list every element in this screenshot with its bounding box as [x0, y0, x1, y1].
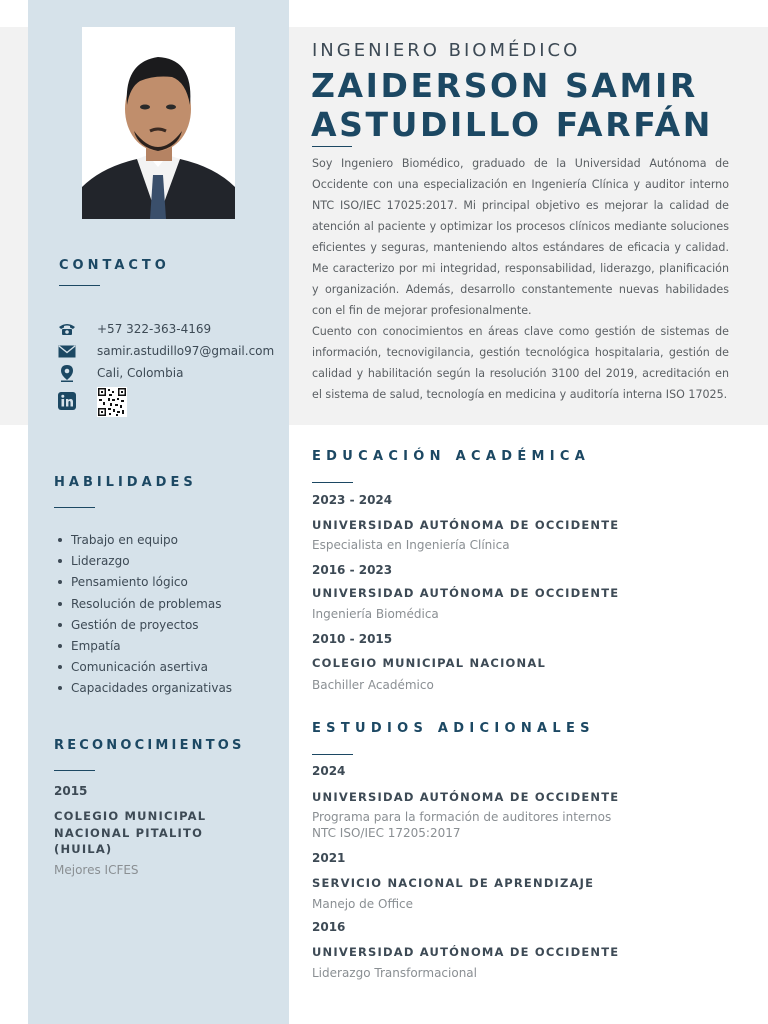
award-description: Mejores ICFES — [54, 863, 139, 877]
full-name — [311, 66, 713, 144]
award-institution: COLEGIO MUNICIPAL NACIONAL PITALITO (HUILA) — [54, 809, 207, 856]
profile-summary — [312, 153, 729, 405]
location: Cali, Colombia — [97, 366, 184, 380]
education-year: 2016 - 2023 — [312, 563, 393, 577]
skill-item: Comunicación asertiva — [55, 658, 232, 679]
contact-phone-row — [57, 320, 212, 338]
contact-social-row — [57, 390, 77, 412]
additional-divider — [312, 754, 353, 755]
summary-paragraph-2: Cuento con conocimientos en áreas clave como gestión de sistemas de información, tecnovigilancia, gestión tecnológica hospitalaria, gestión de calidad y habilitación según la resolución 3100 del 2019, acreditación en el sistema de salud, tecnología en medicina y auditoría interna ISO 17025. — [312, 325, 729, 401]
skill-item: Capacidades organizativas — [55, 679, 232, 700]
education-year: 2010 - 2015 — [312, 632, 393, 646]
awards-heading: RECONOCIMIENTOS — [54, 738, 245, 753]
education-description: Ingeniería Biomédica — [312, 607, 439, 621]
skills-list — [55, 531, 232, 701]
additional-description: Programa para la formación de auditores internos NTC ISO/IEC 17205:2017 — [312, 810, 612, 840]
contact-location-row — [57, 364, 184, 382]
summary-paragraph-1: Soy Ingeniero Biomédico, graduado de la Universidad Autónoma de Occidente con una especialización en Ingeniería Clínica y auditor interno NTC ISO/IEC 17025:2017. Mi principal objetivo es mejorar la calidad de atención al paciente y optimizar los procesos clínicos mediante soluciones eficientes y seguras, manteniendo altos estándares de eficacia y calidad. Me caracterizo por mi integridad, responsabilidad, liderazgo, planificación y organización. Además, desarrollo constantemente nuevas habilidades con el fin de mejorar profesionalmente. — [312, 157, 729, 317]
contact-heading: CONTACTO — [59, 258, 170, 273]
skills-divider — [54, 507, 95, 508]
education-institution: COLEGIO MUNICIPAL NACIONAL — [312, 656, 546, 670]
contact-divider — [59, 285, 100, 286]
additional-year: 2016 — [312, 920, 346, 934]
skill-item: Resolución de problemas — [55, 595, 232, 616]
additional-description: Liderazgo Transformacional — [312, 966, 477, 980]
education-institution: UNIVERSIDAD AUTÓNOMA DE OCCIDENTE — [312, 586, 620, 600]
additional-description: Manejo de Office — [312, 897, 414, 911]
education-heading: EDUCACIÓN ACADÉMICA — [312, 449, 591, 464]
additional-year: 2024 — [312, 764, 346, 778]
skill-item: Trabajo en equipo — [55, 531, 232, 552]
skills-heading: HABILIDADES — [54, 475, 197, 490]
education-institution: UNIVERSIDAD AUTÓNOMA DE OCCIDENTE — [312, 518, 620, 532]
award-year: 2015 — [54, 784, 88, 798]
location-pin-icon — [57, 364, 77, 382]
contact-email-row — [57, 342, 275, 360]
additional-year: 2021 — [312, 851, 346, 865]
phone-number[interactable]: +57 322-363-4169 — [97, 322, 212, 336]
education-description: Especialista en Ingeniería Clínica — [312, 538, 510, 552]
qr-code — [97, 387, 127, 422]
skill-item: Gestión de proyectos — [55, 616, 232, 637]
skill-item: Empatía — [55, 637, 232, 658]
job-title: INGENIERO BIOMÉDICO — [312, 40, 581, 61]
profile-photo — [82, 27, 235, 219]
additional-institution: UNIVERSIDAD AUTÓNOMA DE OCCIDENTE — [312, 945, 620, 959]
name-line-1: ZAIDERSON SAMIR — [311, 66, 698, 105]
name-line-2: ASTUDILLO FARFÁN — [311, 105, 713, 144]
mail-icon — [57, 342, 77, 360]
additional-institution: UNIVERSIDAD AUTÓNOMA DE OCCIDENTE — [312, 790, 620, 804]
education-divider — [312, 482, 353, 483]
additional-institution: SERVICIO NACIONAL DE APRENDIZAJE — [312, 876, 595, 890]
additional-studies-heading: ESTUDIOS ADICIONALES — [312, 721, 595, 736]
awards-divider — [54, 770, 95, 771]
education-year: 2023 - 2024 — [312, 493, 393, 507]
linkedin-icon[interactable] — [57, 392, 77, 410]
name-divider — [312, 146, 352, 147]
skill-item: Liderazgo — [55, 552, 232, 573]
phone-icon — [57, 320, 77, 338]
education-description: Bachiller Académico — [312, 678, 434, 692]
skill-item: Pensamiento lógico — [55, 573, 232, 594]
email-address[interactable]: samir.astudillo97@gmail.com — [97, 344, 275, 358]
